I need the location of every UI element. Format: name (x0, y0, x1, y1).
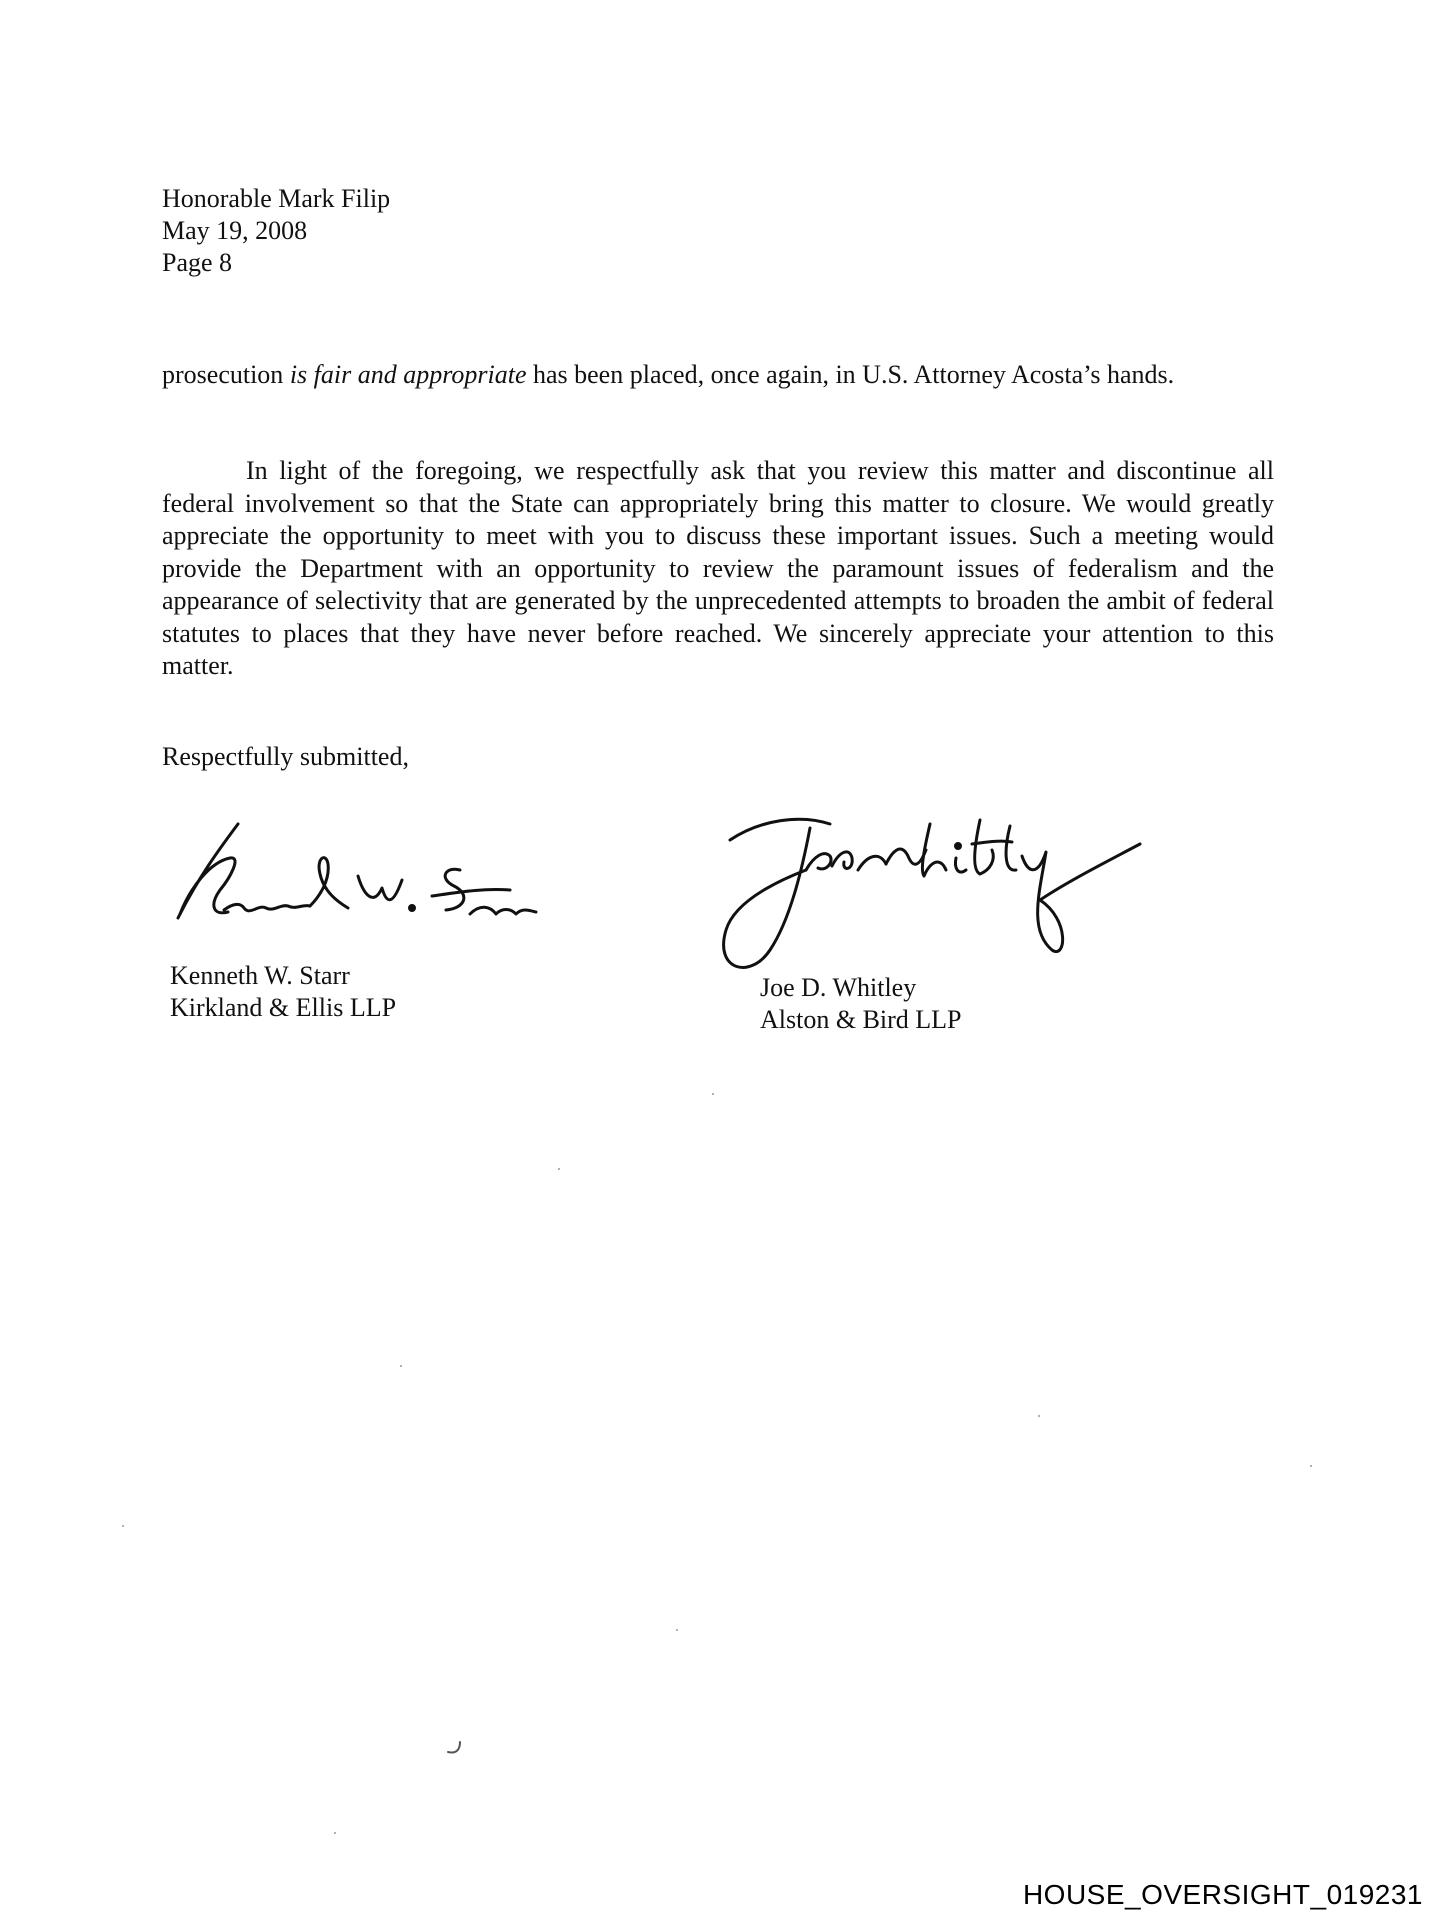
signature-starr (170, 818, 570, 938)
signature-whitley (710, 800, 1150, 980)
letter-header (162, 183, 390, 279)
date-line: May 19, 2008 (162, 216, 308, 245)
signatory-whitley (760, 972, 962, 1036)
signatory-name: Kenneth W. Starr (170, 961, 350, 990)
scan-speck (1310, 1465, 1312, 1467)
scan-speck (676, 1629, 678, 1631)
p1-start: prosecution (162, 360, 290, 389)
p1-end: has been placed, once again, in U.S. Attorney Acosta’s hands. (526, 360, 1175, 389)
signatory-firm: Alston & Bird LLP (760, 1005, 962, 1034)
paragraph-continuation (162, 359, 1274, 392)
signatory-firm: Kirkland & Ellis LLP (170, 993, 397, 1022)
scan-speck (334, 1832, 336, 1834)
closing-line: Respectfully submitted, (162, 742, 409, 771)
scan-speck (558, 1168, 560, 1170)
scan-speck (712, 1093, 714, 1095)
scan-speck (400, 1365, 402, 1367)
scan-speck (122, 1525, 124, 1527)
p1-emphasis-fair: fair and appropriate (313, 360, 527, 389)
page-number-line: Page 8 (162, 248, 233, 277)
recipient-line: Honorable Mark Filip (162, 184, 391, 213)
scan-speck (1038, 1415, 1040, 1417)
bates-number: HOUSE_OVERSIGHT_019231 (1022, 1879, 1423, 1910)
scan-mark (446, 1740, 466, 1756)
paragraph-request: In light of the foregoing, we respectfully ask that you review this matter and discontinue all federal involvement so that the State can appropriately bring this matter to closure. We would greatly appreciate the opportunity to meet with you to discuss these important issues. Such a meeting would provide the Department with an opportunity to review the paramount issues of federalism and the appearance of selectivity that are generated by the unprecedented attempts to broaden the ambit of federal statutes to places that they have never before reached. We sincerely appreciate your attention to this matter. (162, 456, 1274, 680)
p1-emphasis-is: is (289, 360, 308, 389)
signatory-starr (170, 960, 396, 1024)
signatory-name: Joe D. Whitley (760, 973, 917, 1002)
